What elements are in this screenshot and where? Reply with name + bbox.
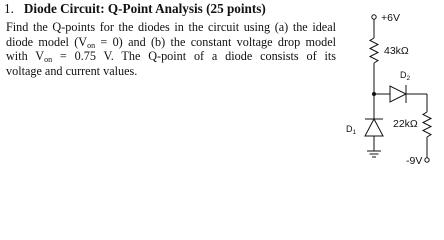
von-subscript-2: on [44, 55, 53, 65]
top-terminal [372, 15, 376, 19]
statement-line-2-start: diode model (V [6, 34, 88, 49]
von-subscript: on [87, 40, 96, 50]
diode-d2-body [390, 86, 406, 102]
statement-line-2 [6, 35, 336, 50]
label-d2: $D_2$ [400, 70, 411, 82]
label-d1: $D_1$ [346, 124, 357, 136]
problem-statement [6, 20, 336, 78]
problem-title: Diode Circuit: Q-Point Analysis (25 points) [23, 1, 266, 16]
label-plus6v: +6V [381, 12, 400, 24]
diode-d1-body [365, 119, 383, 136]
resistor-43k [370, 38, 378, 63]
statement-line-4: voltage and current values. [6, 63, 138, 78]
label-22k: 22kΩ [393, 118, 418, 130]
label-minus9v: -9V [406, 155, 423, 167]
junction-dot [372, 92, 376, 96]
statement-line-3 [6, 49, 336, 64]
label-43k: 43kΩ [384, 45, 409, 57]
problem-title-row [4, 1, 266, 17]
statement-line-2-end: = 0) and (b) the constant voltage drop model [95, 34, 337, 49]
bottom-terminal [425, 158, 429, 162]
statement-line-3-start: with V [6, 49, 45, 64]
statement-line-3-end: = 0.75 V. The Q-point of a diode consists of its [52, 49, 336, 64]
statement-line-1: Find the Q-points for the diodes in the circuit using (a) the ideal [6, 20, 336, 34]
circuit-diagram [346, 0, 444, 170]
problem-number: 1. [4, 1, 14, 16]
resistor-22k [423, 112, 431, 137]
